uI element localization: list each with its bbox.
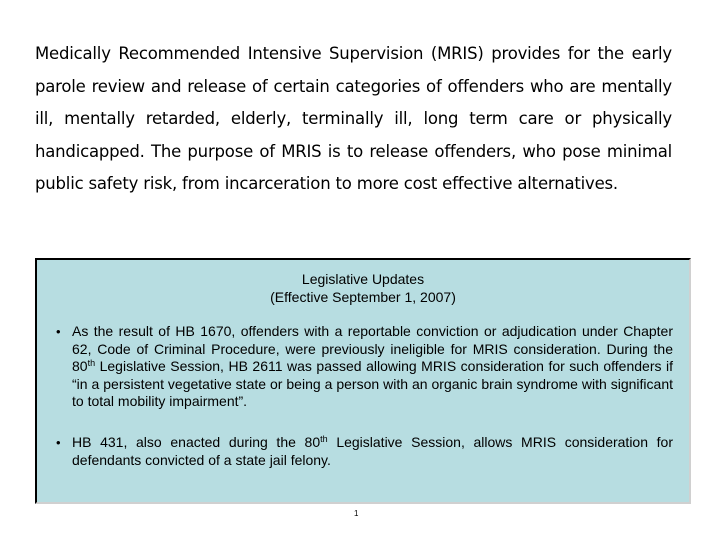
bullet-icon: • xyxy=(56,435,61,450)
intro-paragraph: Medically Recommended Intensive Supervision (MRIS) provides for the early parole review and release of certain categories of offenders who are mentally ill, mentally retarded, elderly, terminally ill, long term care or physically handicapped. The purpose of MRIS is to release offenders, who pose minimal public safety risk, from incarceration to more cost effective alternatives. xyxy=(35,44,672,194)
bullet-text: HB 431, also enacted during the 80th Legislative Session, allows MRIS consideration for defendants convicted of a state jail felony. xyxy=(72,434,673,468)
bullet-icon: • xyxy=(56,324,61,339)
bullet-text: As the result of HB 1670, offenders with a reportable conviction or adjudication under Chapter 62, Code of Criminal Procedure, were previously ineligible for MRIS consideration. During the 80th Legislative Session, HB 2611 was passed allowing MRIS consideration for such offenders if “in a persistent vegetative state or being a person with an organic brain syndrome with significant to total mobility impairment”. xyxy=(72,323,673,409)
box-subtitle: (Effective September 1, 2007) xyxy=(270,289,456,305)
box-title: Legislative Updates xyxy=(301,271,425,287)
page-number: 1 xyxy=(354,509,359,518)
box-heading xyxy=(37,270,689,306)
legislative-updates-box xyxy=(35,258,691,504)
